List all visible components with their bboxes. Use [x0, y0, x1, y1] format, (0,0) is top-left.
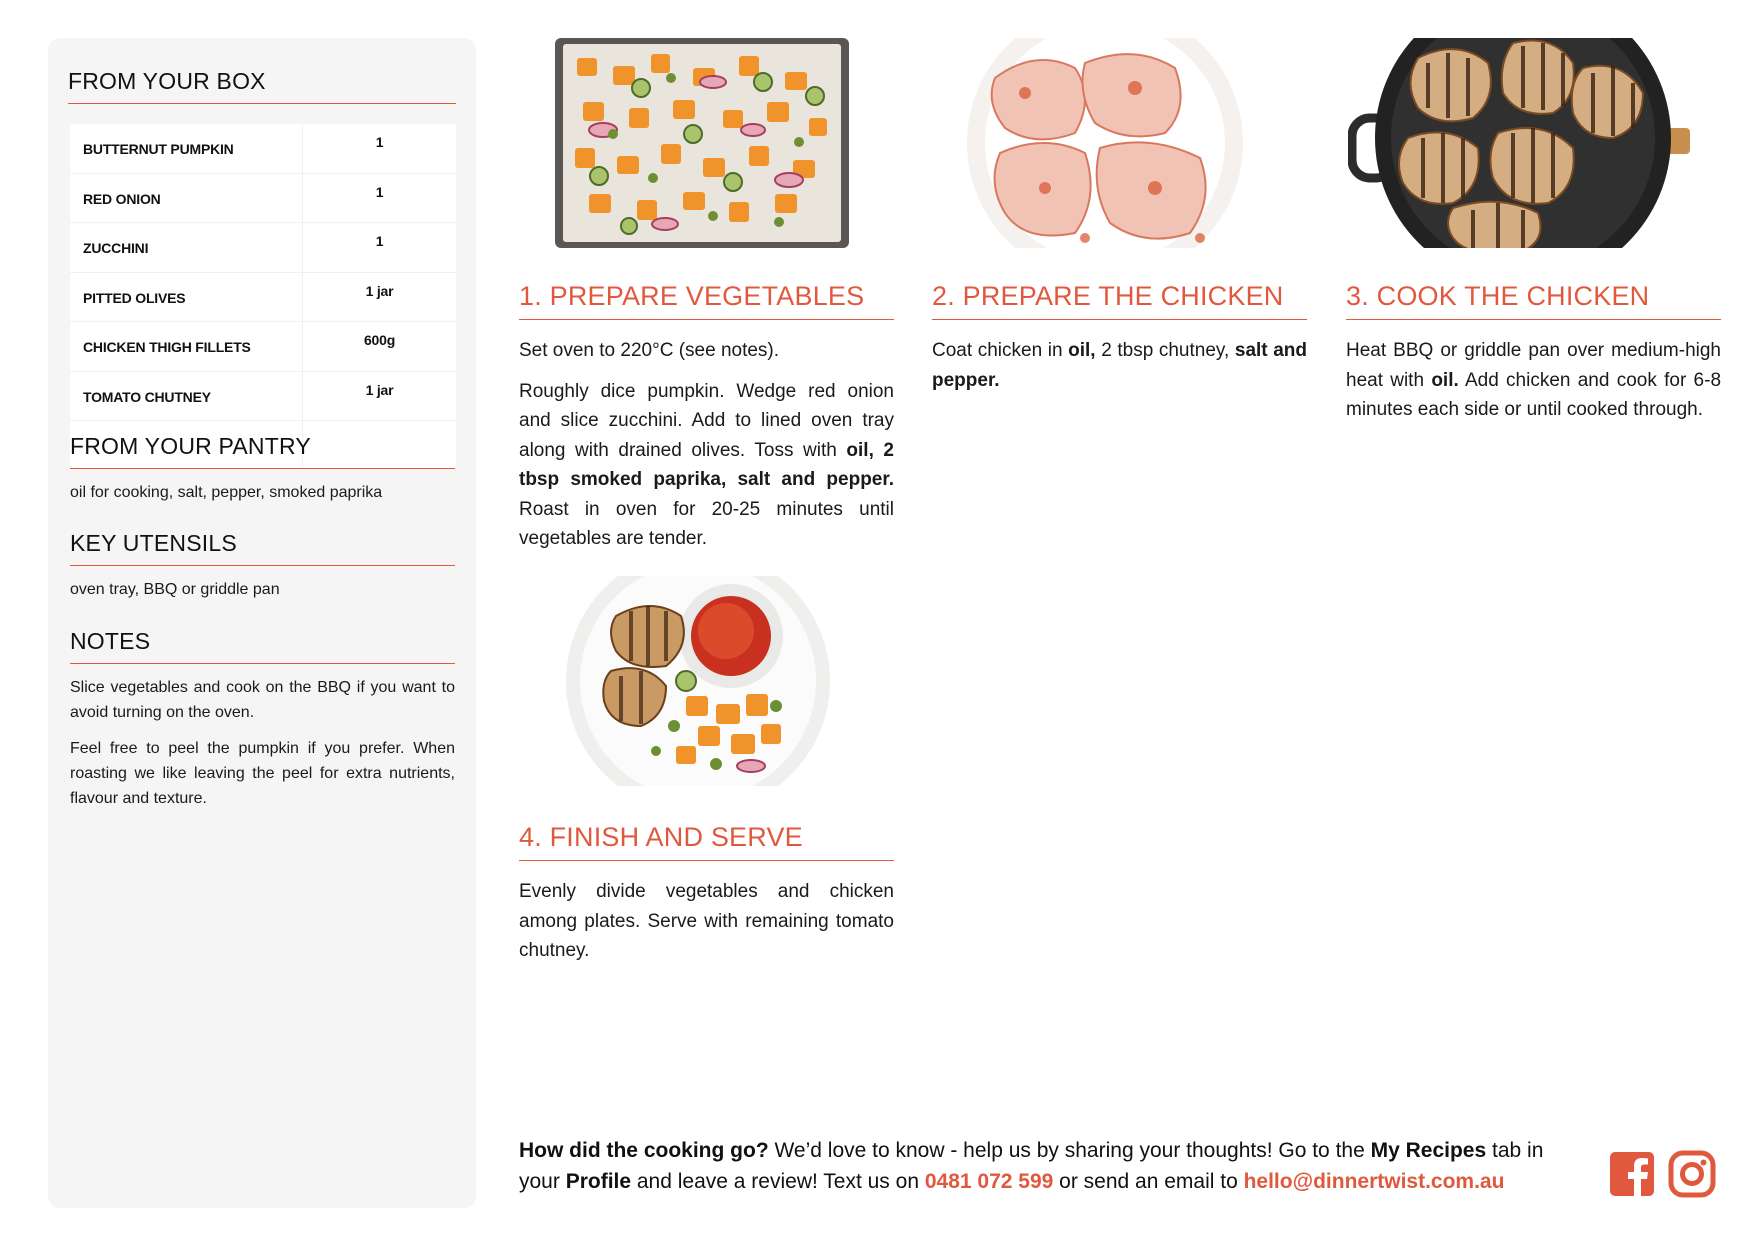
- ingredient-qty: 1 jar: [303, 371, 457, 421]
- step-1-text: [519, 336, 894, 565]
- table-row: [70, 322, 456, 372]
- ingredient-qty: 1: [303, 223, 457, 273]
- pantry-text: oil for cooking, salt, pepper, smoked paprika: [70, 484, 383, 501]
- utensils-section: [70, 530, 455, 602]
- step-3-photo: [1348, 38, 1695, 248]
- phone-link[interactable]: 0481 072 599: [924, 1170, 1054, 1193]
- facebook-icon[interactable]: [1608, 1150, 1656, 1198]
- ingredient-qty: 600g: [303, 322, 457, 372]
- step-1-photo: [553, 38, 851, 248]
- ingredient-name: CHICKEN THIGH FILLETS: [70, 322, 303, 372]
- step-4-title: 4. FINISH AND SERVE: [519, 822, 894, 861]
- pantry-title: FROM YOUR PANTRY: [70, 433, 455, 469]
- ingredient-qty: 1 jar: [303, 272, 457, 322]
- step-2-text: Coat chicken in oil, 2 tbsp chutney, salt and pepper.: [932, 340, 1307, 391]
- step-4-text: Evenly divide vegetables and chicken among plates. Serve with remaining tomato chutney.: [519, 881, 894, 961]
- step-1-title: 1. PREPARE VEGETABLES: [519, 281, 894, 320]
- notes-section: [70, 628, 455, 811]
- feedback-footer: How did the cooking go? We’d love to know - help us by sharing your thoughts! Go to the My Recipes tab in your Profile and leave a review! Text us on 0481 072 599 or send an email to hello@dinnertwist.com.au: [519, 1139, 1544, 1193]
- table-row: [70, 272, 456, 322]
- from-your-box-title: FROM YOUR BOX: [68, 68, 456, 104]
- ingredient-name: BUTTERNUT PUMPKIN: [70, 124, 303, 173]
- utensils-text: oven tray, BBQ or griddle pan: [70, 581, 280, 598]
- info-sidebar: [48, 38, 476, 1208]
- ingredient-name: ZUCCHINI: [70, 223, 303, 273]
- instagram-icon[interactable]: [1668, 1150, 1716, 1198]
- table-row: [70, 173, 456, 223]
- step-1-paragraph-2: Roughly dice pumpkin. Wedge red onion and slice zucchini. Add to lined oven tray along with drained olives. Toss with oil, 2 tbsp smoked paprika, salt and pepper. Roast in oven for 20-25 minutes until vegetables are tender.: [519, 380, 894, 549]
- table-row: [70, 124, 456, 173]
- utensils-title: KEY UTENSILS: [70, 530, 455, 566]
- table-row: [70, 371, 456, 421]
- email-link[interactable]: hello@dinnertwist.com.au: [1243, 1170, 1505, 1193]
- step-2-title: 2. PREPARE THE CHICKEN: [932, 281, 1307, 320]
- notes-text-2: Feel free to peel the pumpkin if you prefer. When roasting we like leaving the peel for extra nutrients, flavour and texture.: [70, 740, 455, 807]
- step-1-paragraph-1: Set oven to 220°C (see notes).: [519, 340, 780, 361]
- pantry-section: [70, 433, 455, 505]
- ingredient-name: PITTED OLIVES: [70, 272, 303, 322]
- notes-title: NOTES: [70, 628, 455, 664]
- ingredient-qty: 1: [303, 124, 457, 173]
- notes-text-1: Slice vegetables and cook on the BBQ if you want to avoid turning on the oven.: [70, 679, 455, 721]
- step-2-photo: [965, 38, 1245, 248]
- table-row: [70, 223, 456, 273]
- step-3-title: 3. COOK THE CHICKEN: [1346, 281, 1721, 320]
- ingredient-qty: 1: [303, 173, 457, 223]
- step-3-text: Heat BBQ or griddle pan over medium-high heat with oil. Add chicken and cook for 6-8 minutes each side or until cooked through.: [1346, 340, 1722, 420]
- ingredient-name: RED ONION: [70, 173, 303, 223]
- ingredients-table: [70, 124, 456, 468]
- ingredient-name: TOMATO CHUTNEY: [70, 371, 303, 421]
- step-4-photo: [566, 576, 830, 786]
